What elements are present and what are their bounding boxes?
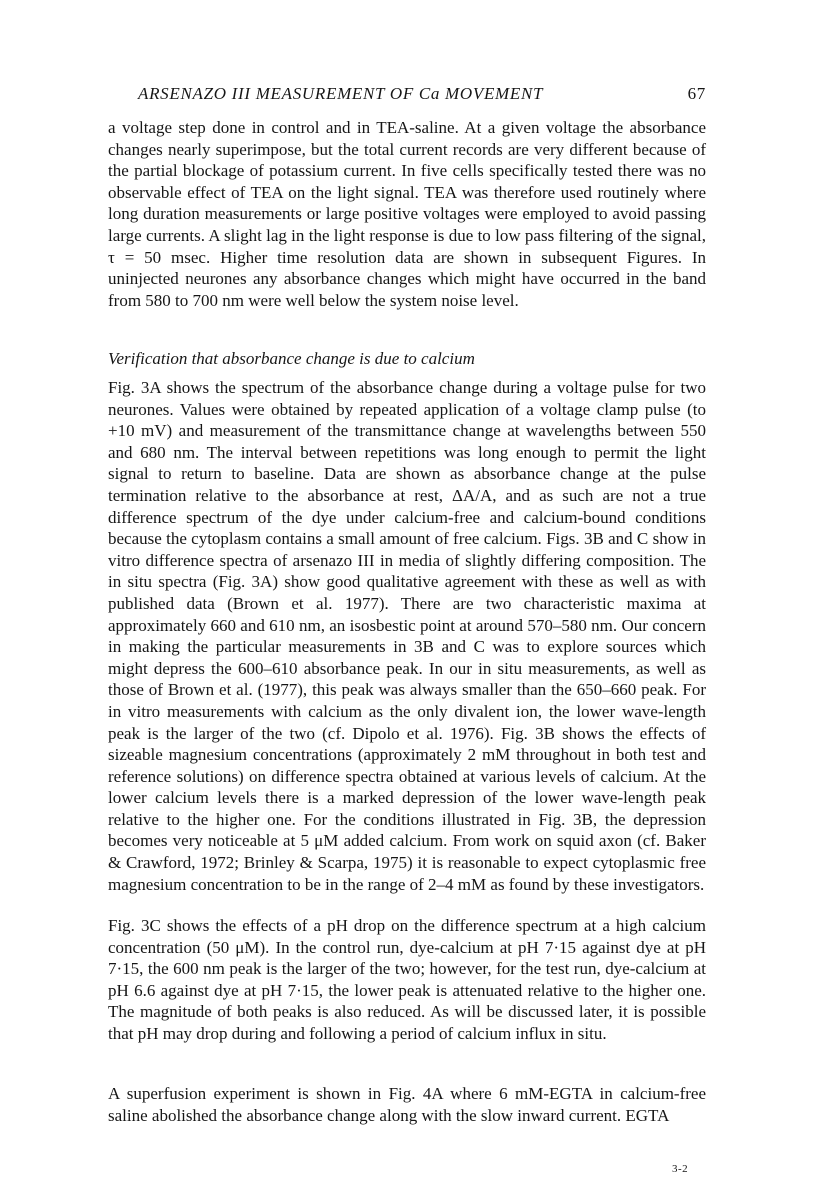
paragraph-1 bbox=[108, 117, 706, 311]
running-head bbox=[108, 84, 706, 108]
signature-mark: 3-2 bbox=[672, 1163, 689, 1175]
paragraph-3 bbox=[108, 915, 706, 1045]
page-number: 67 bbox=[687, 84, 706, 103]
paragraph-1-text: a voltage step done in control and in TEA-saline. At a given voltage the absorbance changes nearly superimpose, but the total current records are very different because of the partial blockage of potassium current. In five cells specifically tested there was no observable effect of TEA on the light signal. TEA was therefore used routinely where long duration measurements or large positive voltages were employed to avoid passing large currents. A slight lag in the light response is due to low pass filtering of the signal, τ = 50 msec. Higher time resolution data are shown in subsequent Figures. In uninjected neurones any absorbance changes which might have occurred in the band from 580 to 700 nm were well below the system noise level. bbox=[108, 118, 706, 310]
paragraph-2 bbox=[108, 377, 706, 895]
section-heading: Verification that absorbance change is due to calcium bbox=[108, 349, 475, 368]
running-title: ARSENAZO III MEASUREMENT OF Ca MOVEMENT bbox=[138, 84, 544, 103]
paragraph-4-text: A superfusion experiment is shown in Fig. 4A where 6 mM-EGTA in calcium-free saline abolished the absorbance change along with the slow inward current. EGTA bbox=[108, 1084, 706, 1125]
paragraph-3-text: Fig. 3C shows the effects of a pH drop on the difference spectrum at a high calcium concentration (50 μM). In the control run, dye-calcium at pH 7·15 against dye at pH 7·15, the 600 nm peak is the larger of the two; however, for the test run, dye-calcium at pH 6.6 against dye at pH 7·15, the lower peak is attenuated relative to the higher one. The magnitude of both peaks is also reduced. As will be discussed later, it is possible that pH may drop during and following a period of calcium influx in situ. bbox=[108, 916, 706, 1043]
paragraph-2-text: Fig. 3A shows the spectrum of the absorbance change during a voltage pulse for two neurones. Values were obtained by repeated application of a voltage clamp pulse (to +10 mV) and measurement of the transmittance change at wavelengths between 550 and 680 nm. The interval between repetitions was long enough to permit the light signal to return to baseline. Data are shown as absorbance change at the pulse termination relative to the absorbance at rest, ΔA/A, and as such are not a true difference spectrum of the dye under calcium-free and calcium-bound conditions because the cytoplasm contains a small amount of free calcium. Figs. 3B and C show in vitro difference spectra of arsenazo III in media of slightly differing composition. The in situ spectra (Fig. 3A) show good qualitative agreement with these as well as with published data (Brown et al. 1977). There are two characteristic maxima at approximately 660 and 610 nm, an isosbestic point at around 570–580 nm. Our concern in making the particular measurements in 3B and C was to explore sources which might depress the 600–610 absorbance peak. In our in situ measurements, as well as those of Brown et al. (1977), this peak was always smaller than the 650–660 peak. For in vitro measurements with calcium as the only divalent ion, the lower wave-length peak is the larger of the two (cf. Dipolo et al. 1976). Fig. 3B shows the effects of sizeable magnesium concentrations (approximately 2 mM throughout in both test and reference solutions) on difference spectra obtained at various levels of calcium. At the lower calcium levels there is a marked depression of the lower wave-length peak relative to the higher one. For the conditions illustrated in Fig. 3B, the depression becomes very noticeable at 5 μM added calcium. From work on squid axon (cf. Baker & Crawford, 1972; Brinley & Scarpa, 1975) it is reasonable to expect cytoplasmic free magnesium concentration to be in the range of 2–4 mM as found by these investigators. bbox=[108, 378, 706, 894]
paragraph-4 bbox=[108, 1083, 706, 1126]
